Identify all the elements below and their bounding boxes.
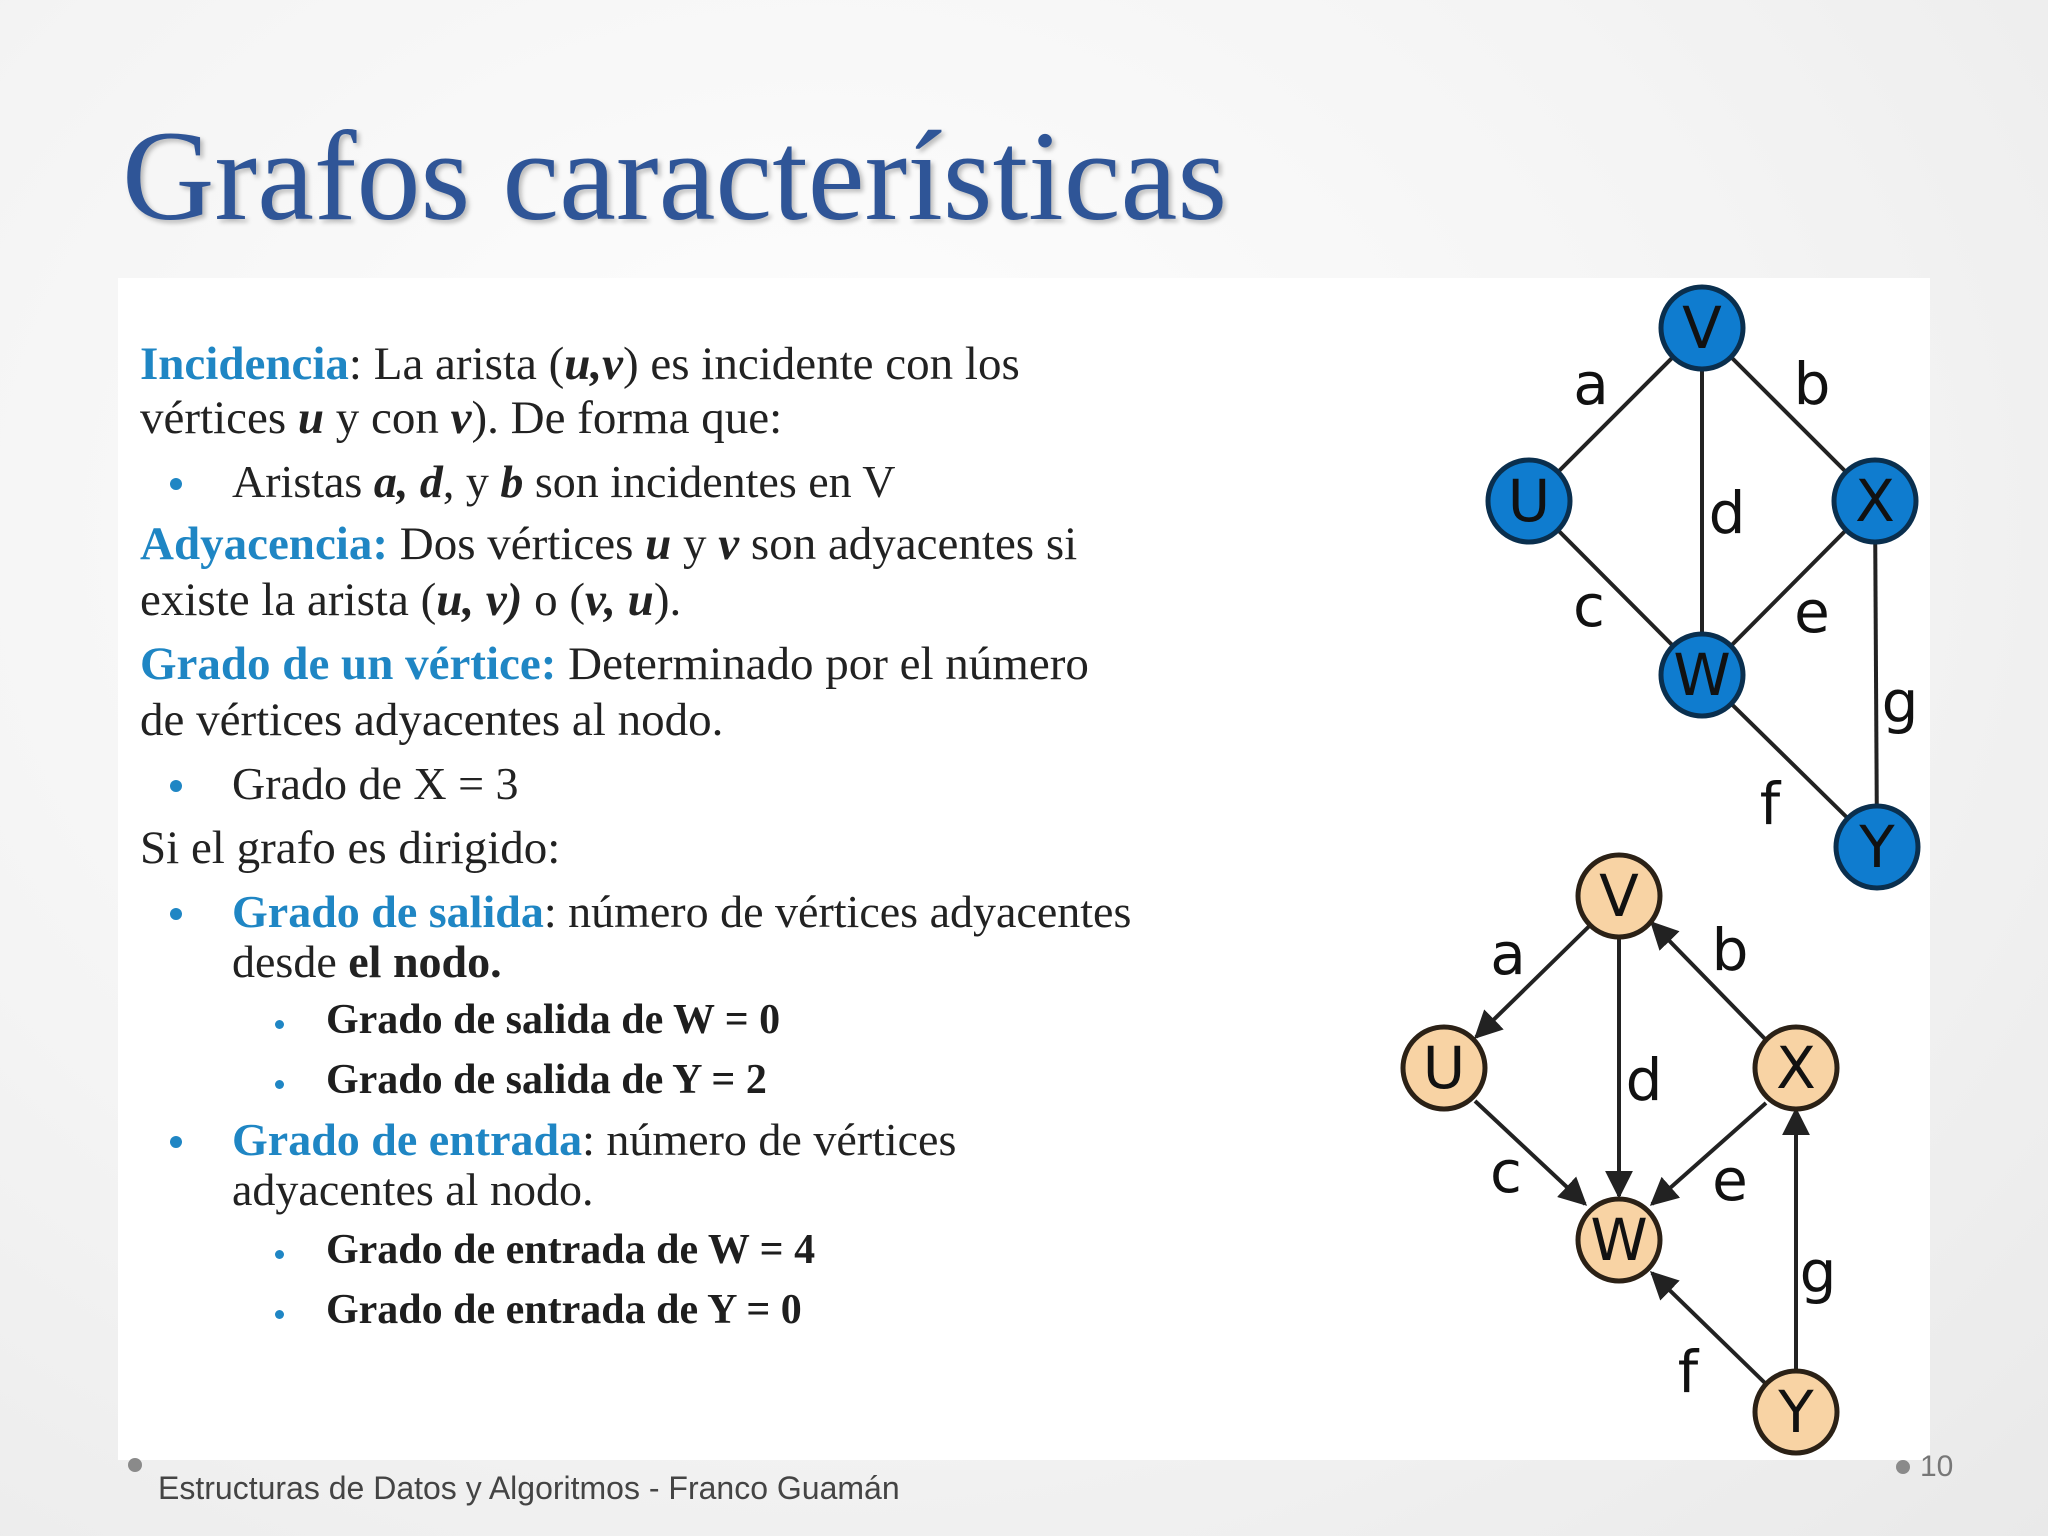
adyacencia-v: v	[718, 518, 740, 570]
node-y-label: Y	[1859, 813, 1895, 881]
incidencia-b-a: Aristas	[232, 456, 374, 507]
node-x-label: X	[1855, 467, 1895, 535]
salida-keyword: Grado de salida	[232, 886, 544, 937]
incidencia-keyword: Incidencia	[140, 338, 349, 390]
incidencia-b-bb: b	[500, 456, 524, 507]
arc-a-label: a	[1490, 920, 1526, 988]
grado-text-1: Determinado por el número	[556, 638, 1089, 690]
page-number: 10	[1920, 1450, 1954, 1483]
adyacencia-text-1: Dos vértices	[388, 518, 646, 570]
grado-x-bullet: Grado de X = 3	[232, 758, 519, 809]
incidencia-b-ad: a, d	[373, 456, 443, 507]
adyacencia-u: u	[645, 518, 672, 570]
incidencia-l2b: y con	[324, 392, 451, 444]
salida-y: Grado de salida de Y = 2	[326, 1057, 767, 1103]
undirected-graph	[1488, 287, 1918, 888]
adyacencia-l2uv: u, v)	[436, 574, 523, 626]
slide-title: Grafos características	[122, 105, 1228, 247]
incidencia-l2a: vértices	[140, 392, 298, 444]
edge-g-label: g	[1881, 668, 1919, 736]
directed-graph	[1403, 855, 1837, 1453]
adyacencia-l2a: existe la arista (	[140, 574, 437, 626]
node-y-label: Y	[1778, 1378, 1814, 1446]
grado-keyword: Grado de un vértice:	[140, 638, 557, 690]
adyacencia-l2vu: v, u	[585, 574, 654, 626]
edge-c-label: c	[1573, 572, 1605, 640]
entrada-keyword: Grado de entrada	[232, 1114, 583, 1165]
edge-e-label: e	[1794, 578, 1830, 646]
arc-d-label: d	[1625, 1046, 1663, 1114]
entrada-w: Grado de entrada de W = 4	[326, 1227, 816, 1273]
node-w-label: W	[1673, 641, 1731, 709]
grado-line-2: de vértices adyacentes al nodo.	[140, 694, 724, 746]
arc-c-label: c	[1490, 1138, 1522, 1206]
entrada-text-1: : número de vértices	[582, 1114, 957, 1165]
incidencia-l2c: ). De forma que:	[471, 392, 783, 444]
adyacencia-text-2: y	[671, 518, 719, 570]
salida-l2a: desde	[232, 936, 349, 987]
footer-dot-left	[128, 1458, 142, 1472]
incidencia-uv: u,v	[564, 338, 623, 390]
node-u-label: U	[1507, 467, 1551, 535]
entrada-y: Grado de entrada de Y = 0	[326, 1287, 802, 1333]
entrada-line-2: adyacentes al nodo.	[232, 1164, 594, 1215]
node-u-label: U	[1422, 1034, 1466, 1102]
node-w-label: W	[1590, 1206, 1648, 1274]
incidencia-text-1: : La arista (	[348, 338, 565, 390]
node-v-label: V	[1599, 862, 1639, 930]
incidencia-text-2: ) es incidente con los	[622, 338, 1020, 390]
incidencia-b-c: son incidentes en V	[523, 456, 896, 507]
node-x-label: X	[1776, 1034, 1816, 1102]
edge-d-label: d	[1708, 479, 1746, 547]
arc-e-label: e	[1712, 1146, 1748, 1214]
footer-dot-right	[1896, 1460, 1910, 1474]
arc-b-label: b	[1711, 916, 1749, 984]
adyacencia-l2b: o (	[522, 574, 586, 626]
edge-a-label: a	[1573, 350, 1609, 418]
incidencia-b-b: , y	[442, 456, 501, 507]
arc-g-label: g	[1799, 1238, 1837, 1306]
grado-dirigido: Si el grafo es dirigido:	[140, 822, 561, 874]
incidencia-l2u: u	[297, 392, 325, 444]
edge-f-label: f	[1759, 770, 1781, 838]
adyacencia-keyword: Adyacencia:	[140, 518, 389, 570]
salida-l2b: el nodo.	[348, 936, 502, 987]
arc-b	[1652, 923, 1766, 1040]
arc-f-label: f	[1677, 1338, 1699, 1406]
salida-w: Grado de salida de W = 0	[326, 997, 781, 1043]
edge-b-label: b	[1793, 350, 1831, 418]
slide-footer: Estructuras de Datos y Algoritmos - Franco Guamán	[158, 1470, 900, 1506]
node-v-label: V	[1682, 294, 1722, 362]
incidencia-l2v: v	[450, 392, 472, 444]
adyacencia-text-3: son adyacentes si	[739, 518, 1078, 570]
arc-e	[1652, 1103, 1766, 1204]
adyacencia-l2c: ).	[653, 574, 682, 626]
arc-f	[1652, 1273, 1766, 1384]
edge-g	[1875, 501, 1877, 847]
salida-text-1: : número de vértices adyacentes	[543, 886, 1132, 937]
